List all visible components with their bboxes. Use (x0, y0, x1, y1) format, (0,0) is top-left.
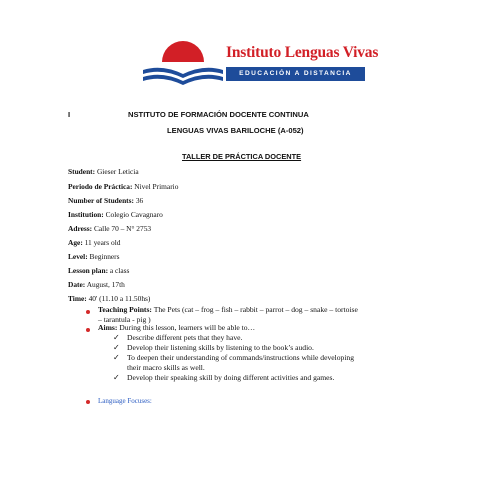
aim-item: To deepen their understanding of commands/instructions while developing (127, 353, 355, 362)
logo-tagline: EDUCACIÓN A DISTANCIA (226, 67, 365, 81)
logo-brand-text: Instituto Lenguas Vivas (226, 44, 379, 61)
language-focuses-link[interactable]: Language Focuses: (98, 397, 152, 405)
teaching-points-continued: – tarantula - pig ) (98, 315, 151, 324)
field-institution: Institution: Colegio Cavagnaro (68, 210, 163, 219)
bullet-icon (86, 328, 90, 332)
checkmark-icon: ✓ (113, 353, 120, 362)
bullet-icon (86, 310, 90, 314)
field-adress: Adress: Calle 70 – N° 2753 (68, 224, 152, 233)
field-number-of-students: Number of Students: 36 (68, 196, 144, 205)
document-subtitle: TALLER DE PRÁCTICA DOCENTE (182, 152, 302, 161)
aim-item: Develop their speaking skill by doing different activities and games. (127, 373, 335, 382)
aims: Aims: During this lesson, learners will be able to… (98, 323, 256, 332)
aim-item: Describe different pets that they have. (127, 333, 243, 342)
aim-item: Develop their listening skills by listening to the book’s audio. (127, 343, 314, 352)
field-lesson-plan: Lesson plan: a class (68, 266, 130, 275)
header-initial: I (68, 110, 71, 119)
field-age: Age: 11 years old (68, 238, 121, 247)
header-line-2: LENGUAS VIVAS BARILOCHE (A-052) (167, 126, 304, 135)
field-periodo: Periodo de Práctica: Nivel Primario (68, 182, 179, 191)
checkmark-icon: ✓ (113, 343, 120, 352)
teaching-points: Teaching Points: The Pets (cat – frog – fish – rabbit – parrot – dog – snake – tortoise (98, 305, 358, 314)
checkmark-icon: ✓ (113, 373, 120, 382)
field-student: Student: Gieser Leticia (68, 167, 139, 176)
field-time: Time: 40' (11.10 a 11.50hs) (68, 294, 151, 303)
bullet-icon (86, 400, 90, 404)
field-date: Date: August, 17th (68, 280, 125, 289)
aim-item-continued: their macro skills as well. (127, 363, 205, 372)
header-line-1: NSTITUTO DE FORMACIÓN DOCENTE CONTINUA (128, 110, 309, 119)
institute-logo (140, 40, 379, 92)
open-book-sun-logo-icon (140, 40, 226, 92)
field-level: Level: Beginners (68, 252, 120, 261)
checkmark-icon: ✓ (113, 333, 120, 342)
